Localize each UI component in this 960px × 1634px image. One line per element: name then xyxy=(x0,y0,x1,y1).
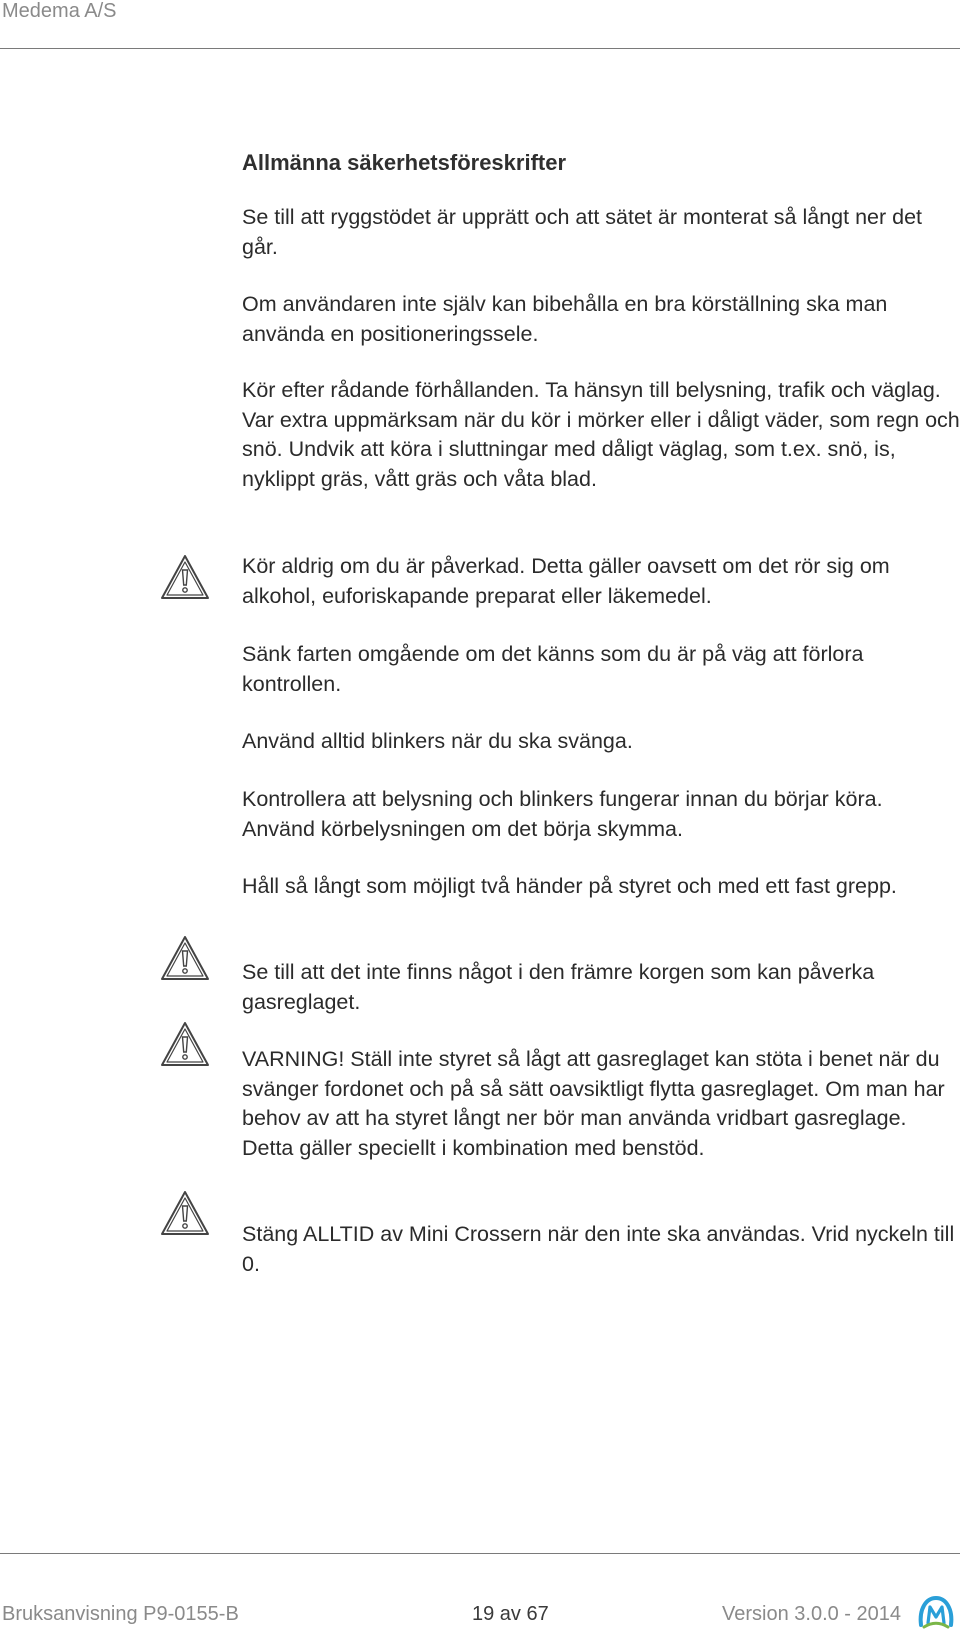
paragraph-hands-on-handlebar: Håll så långt som möjligt två händer på styret och med ett fast grepp. xyxy=(242,874,897,898)
header-company-name: Medema A/S xyxy=(2,0,117,22)
footer-document-id: Bruksanvisning P9-0155-B xyxy=(2,1603,239,1625)
section-title: Allmänna säkerhetsföreskrifter xyxy=(242,150,567,175)
paragraph-slow-down: Sänk farten omgående om det känns som du är på väg att förlora kontrollen. xyxy=(242,642,864,696)
paragraph-turn-off: Stäng ALLTID av Mini Crossern när den inte ska användas. Vrid nyckeln till 0. xyxy=(242,1222,955,1276)
medema-logo-icon xyxy=(916,1593,956,1629)
paragraph-driving-conditions: Kör efter rådande förhållanden. Ta hänsyn till belysning, trafik och väglag. Var extra uppmärksam när du kör i mörker eller i dåligt väder, som regn och snö. Undvik att köra i sluttningar med dåligt väglag, som t.ex. snö, is, nyklippt gräs, vått gräs och våta blad. xyxy=(242,378,960,491)
paragraph-front-basket: Se till att det inte finns något i den främre korgen som kan påverka gasreglaget. xyxy=(242,960,875,1014)
warning-triangle-icon xyxy=(160,554,210,600)
paragraph-warning-handlebar: VARNING! Ställ inte styret så lågt att gasreglaget kan stöta i benet när du svänger fordonet och på så sätt oavsiktligt flytta gasreglaget. Om man har behov av att ha styret långt ner bör man använda vridbart gasreglage. Detta gäller speciellt i kombination med benstöd. xyxy=(242,1047,945,1160)
paragraph-indicators: Använd alltid blinkers när du ska svänga. xyxy=(242,729,633,753)
paragraph-influence: Kör aldrig om du är påverkad. Detta gäller oavsett om det rör sig om alkohol, euforiskapande preparat eller läkemedel. xyxy=(242,554,890,608)
warning-triangle-icon xyxy=(160,935,210,981)
warning-triangle-icon xyxy=(160,1021,210,1067)
footer-version: Version 3.0.0 - 2014 xyxy=(722,1603,902,1625)
footer-page-number: 19 av 67 xyxy=(472,1603,549,1625)
warning-triangle-icon xyxy=(160,1190,210,1236)
header-divider xyxy=(0,48,960,49)
paragraph-backrest: Se till att ryggstödet är upprätt och att sätet är monterat så långt ner det går. xyxy=(242,205,923,259)
paragraph-check-lights: Kontrollera att belysning och blinkers fungerar innan du börjar köra. Använd körbelysningen om det börja skymma. xyxy=(242,787,883,841)
paragraph-positioning-belt: Om användaren inte själv kan bibehålla en bra körställning ska man använda en positioneringssele. xyxy=(242,292,888,346)
footer-divider xyxy=(0,1553,960,1554)
